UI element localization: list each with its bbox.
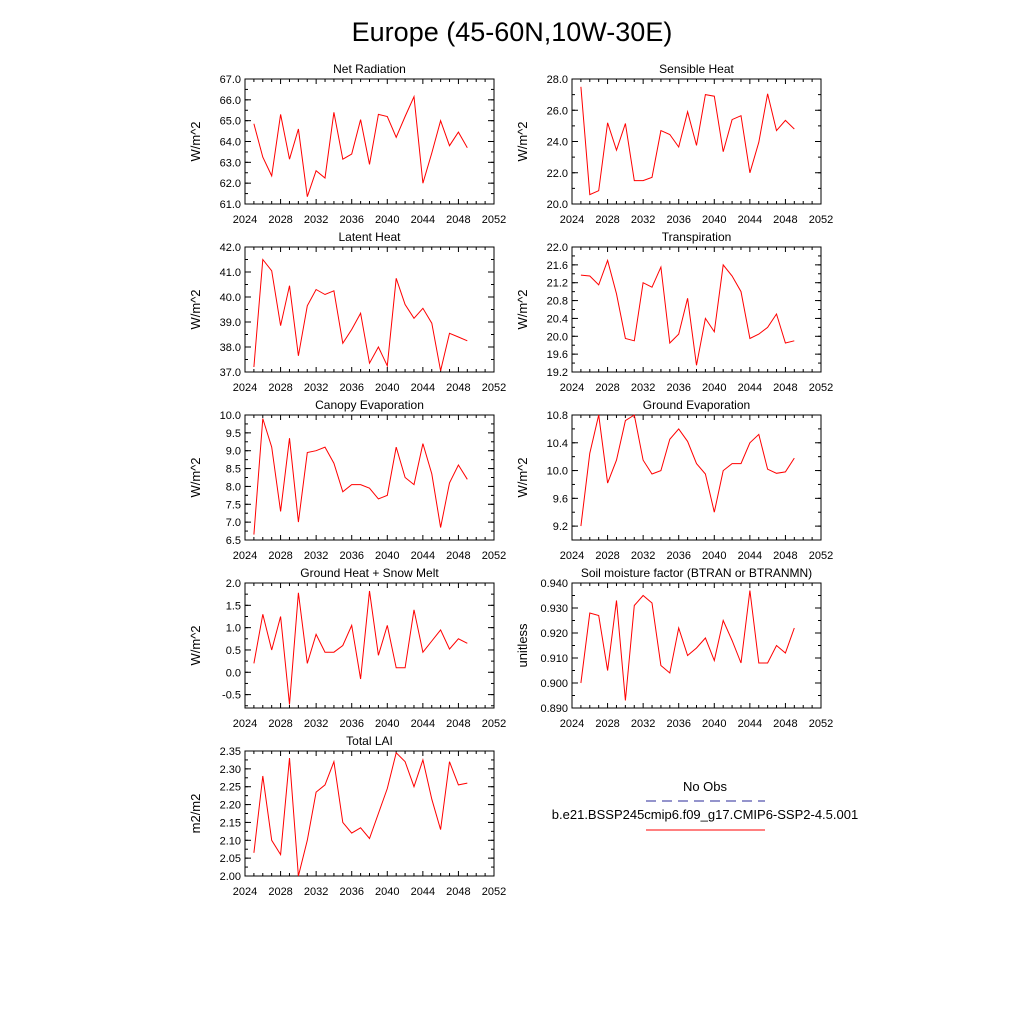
y-tick-label: 19.2 [546,367,568,379]
x-tick-label: 2028 [268,382,293,394]
x-tick-label: 2052 [808,550,834,562]
y-tick-label: 22.0 [546,242,568,254]
x-tick-label: 2048 [446,214,471,226]
x-tick-label: 2032 [630,718,656,730]
figure-title: Europe (45-60N,10W-30E) [351,17,673,47]
panel-title: Canopy Evaporation [315,398,424,412]
y-tick-label: 20.0 [546,331,568,344]
y-tick-label: 28.0 [546,74,568,86]
x-tick-label: 2052 [808,718,834,730]
x-tick-label: 2044 [737,382,763,394]
y-tick-label: 61.0 [219,199,241,211]
x-tick-label: 2028 [268,550,293,562]
y-axis-label: W/m^2 [515,289,530,330]
y-tick-label: 0.890 [540,703,568,715]
panel-title: Total LAI [346,734,393,748]
x-tick-label: 2036 [339,718,364,730]
x-tick-label: 2040 [375,382,400,394]
y-tick-label: 10.0 [546,465,568,478]
y-tick-label: 2.10 [219,835,241,848]
y-tick-label: 7.0 [225,517,241,530]
x-tick-label: 2036 [666,382,691,394]
x-tick-label: 2048 [446,550,471,562]
x-tick-label: 2048 [773,550,798,562]
x-tick-label: 2048 [773,382,798,394]
y-tick-label: 0.900 [540,678,568,690]
x-tick-label: 2028 [268,718,293,730]
y-tick-label: 0.0 [225,667,241,680]
x-tick-label: 2044 [737,214,763,226]
x-tick-label: 2040 [702,214,727,226]
y-tick-label: 9.5 [225,427,241,440]
x-tick-label: 2040 [702,550,727,562]
x-tick-label: 2044 [737,718,763,730]
y-tick-label: 2.20 [219,799,241,812]
y-tick-label: 6.5 [225,535,241,547]
y-tick-label: 9.2 [552,521,568,534]
y-tick-label: 41.0 [219,267,241,279]
y-tick-label: 20.4 [546,313,568,326]
y-axis-label: W/m^2 [515,457,530,498]
y-tick-label: 21.6 [546,259,568,272]
x-tick-label: 2028 [268,886,293,898]
y-tick-label: 0.930 [540,603,568,615]
x-tick-label: 2024 [232,214,258,226]
y-tick-label: 7.5 [225,499,241,512]
y-axis-label: m2/m2 [188,793,203,834]
x-tick-label: 2040 [702,718,727,730]
x-tick-label: 2032 [303,886,329,898]
y-tick-label: 0.920 [540,628,568,640]
x-tick-label: 2052 [481,382,507,394]
x-tick-label: 2032 [303,214,329,226]
y-tick-label: 37.0 [219,367,241,379]
y-tick-label: 8.0 [225,481,241,494]
y-tick-label: 1.5 [225,600,241,613]
x-tick-label: 2052 [481,718,507,730]
panel-title: Ground Evaporation [642,398,751,412]
y-tick-label: 19.6 [546,349,568,362]
x-tick-label: 2036 [339,214,364,226]
y-tick-label: 20.0 [546,199,568,211]
x-tick-label: 2036 [666,214,691,226]
y-tick-label: 0.5 [225,644,241,657]
x-tick-label: 2052 [481,550,507,562]
y-axis-label: unitless [515,623,530,668]
x-tick-label: 2028 [595,550,620,562]
x-tick-label: 2024 [232,382,258,394]
y-tick-label: 2.25 [219,781,241,794]
panel-title: Soil moisture factor (BTRAN or BTRANMN) [580,566,813,580]
y-tick-label: 21.2 [546,277,568,290]
y-tick-label: 38.0 [219,342,241,354]
panel-title: Sensible Heat [659,62,734,76]
y-tick-label: 42.0 [219,242,241,254]
y-tick-label: 9.0 [225,445,241,458]
x-tick-label: 2040 [375,886,400,898]
legend-obs-label: No Obs [682,779,728,794]
x-tick-label: 2024 [559,382,585,394]
panel-title: Ground Heat + Snow Melt [300,566,439,580]
x-tick-label: 2040 [702,382,727,394]
y-axis-label: W/m^2 [188,457,203,498]
x-tick-label: 2044 [737,550,763,562]
y-tick-label: 22.0 [546,167,568,180]
x-tick-label: 2048 [773,214,798,226]
y-tick-label: 1.0 [225,622,241,635]
y-tick-label: 2.00 [219,871,241,883]
x-tick-label: 2040 [375,718,400,730]
y-tick-label: 24.0 [546,136,568,149]
x-tick-label: 2044 [410,382,436,394]
y-tick-label: -0.5 [222,689,241,702]
y-tick-label: 67.0 [219,74,241,86]
x-tick-label: 2024 [559,550,585,562]
y-axis-label: W/m^2 [188,121,203,162]
x-tick-label: 2024 [232,718,258,730]
y-tick-label: 2.15 [219,817,241,830]
x-tick-label: 2036 [339,382,364,394]
x-tick-label: 2044 [410,886,436,898]
x-tick-label: 2036 [666,718,691,730]
x-tick-label: 2044 [410,550,436,562]
y-axis-label: W/m^2 [188,289,203,330]
x-tick-label: 2048 [446,382,471,394]
y-tick-label: 20.8 [546,295,568,308]
y-tick-label: 10.4 [546,437,568,450]
y-tick-label: 65.0 [219,115,241,128]
legend-model-label: b.e21.BSSP245cmip6.f09_g17.CMIP6-SSP2-4.5.001 [551,807,859,822]
x-tick-label: 2028 [268,214,293,226]
y-tick-label: 66.0 [219,94,241,107]
y-tick-label: 40.0 [219,292,241,304]
x-tick-label: 2036 [666,550,691,562]
x-tick-label: 2052 [808,214,834,226]
panel-title: Net Radiation [333,62,406,76]
x-tick-label: 2036 [339,550,364,562]
y-tick-label: 10.0 [219,410,241,422]
x-tick-label: 2048 [446,886,471,898]
x-tick-label: 2028 [595,718,620,730]
y-tick-label: 0.910 [540,653,568,665]
panel-title: Latent Heat [338,230,401,244]
x-tick-label: 2032 [630,214,656,226]
x-tick-label: 2032 [303,550,329,562]
y-tick-label: 0.940 [540,578,568,590]
x-tick-label: 2052 [808,382,834,394]
y-tick-label: 63.0 [219,157,241,170]
panel-title: Transpiration [661,230,732,244]
y-tick-label: 8.5 [225,463,241,476]
y-tick-label: 64.0 [219,136,241,149]
x-tick-label: 2032 [630,382,656,394]
y-tick-label: 2.05 [219,853,241,866]
y-tick-label: 26.0 [546,105,568,118]
x-tick-label: 2044 [410,214,436,226]
y-axis-label: W/m^2 [188,625,203,666]
x-tick-label: 2040 [375,214,400,226]
x-tick-label: 2024 [559,718,585,730]
y-tick-label: 2.30 [219,763,241,776]
x-tick-label: 2032 [303,382,329,394]
x-tick-label: 2036 [339,886,364,898]
y-tick-label: 39.0 [219,317,241,329]
y-tick-label: 9.6 [552,493,568,506]
y-tick-label: 2.35 [219,746,241,758]
x-tick-label: 2032 [303,718,329,730]
x-tick-label: 2048 [446,718,471,730]
x-tick-label: 2044 [410,718,436,730]
y-tick-label: 62.0 [219,178,241,191]
x-tick-label: 2052 [481,214,507,226]
x-tick-label: 2040 [375,550,400,562]
x-tick-label: 2024 [559,214,585,226]
x-tick-label: 2024 [232,550,258,562]
x-tick-label: 2032 [630,550,656,562]
y-axis-label: W/m^2 [515,121,530,162]
x-tick-label: 2028 [595,214,620,226]
x-tick-label: 2024 [232,886,258,898]
y-tick-label: 10.8 [546,410,568,422]
x-tick-label: 2052 [481,886,507,898]
x-tick-label: 2028 [595,382,620,394]
x-tick-label: 2048 [773,718,798,730]
y-tick-label: 2.0 [225,578,241,590]
